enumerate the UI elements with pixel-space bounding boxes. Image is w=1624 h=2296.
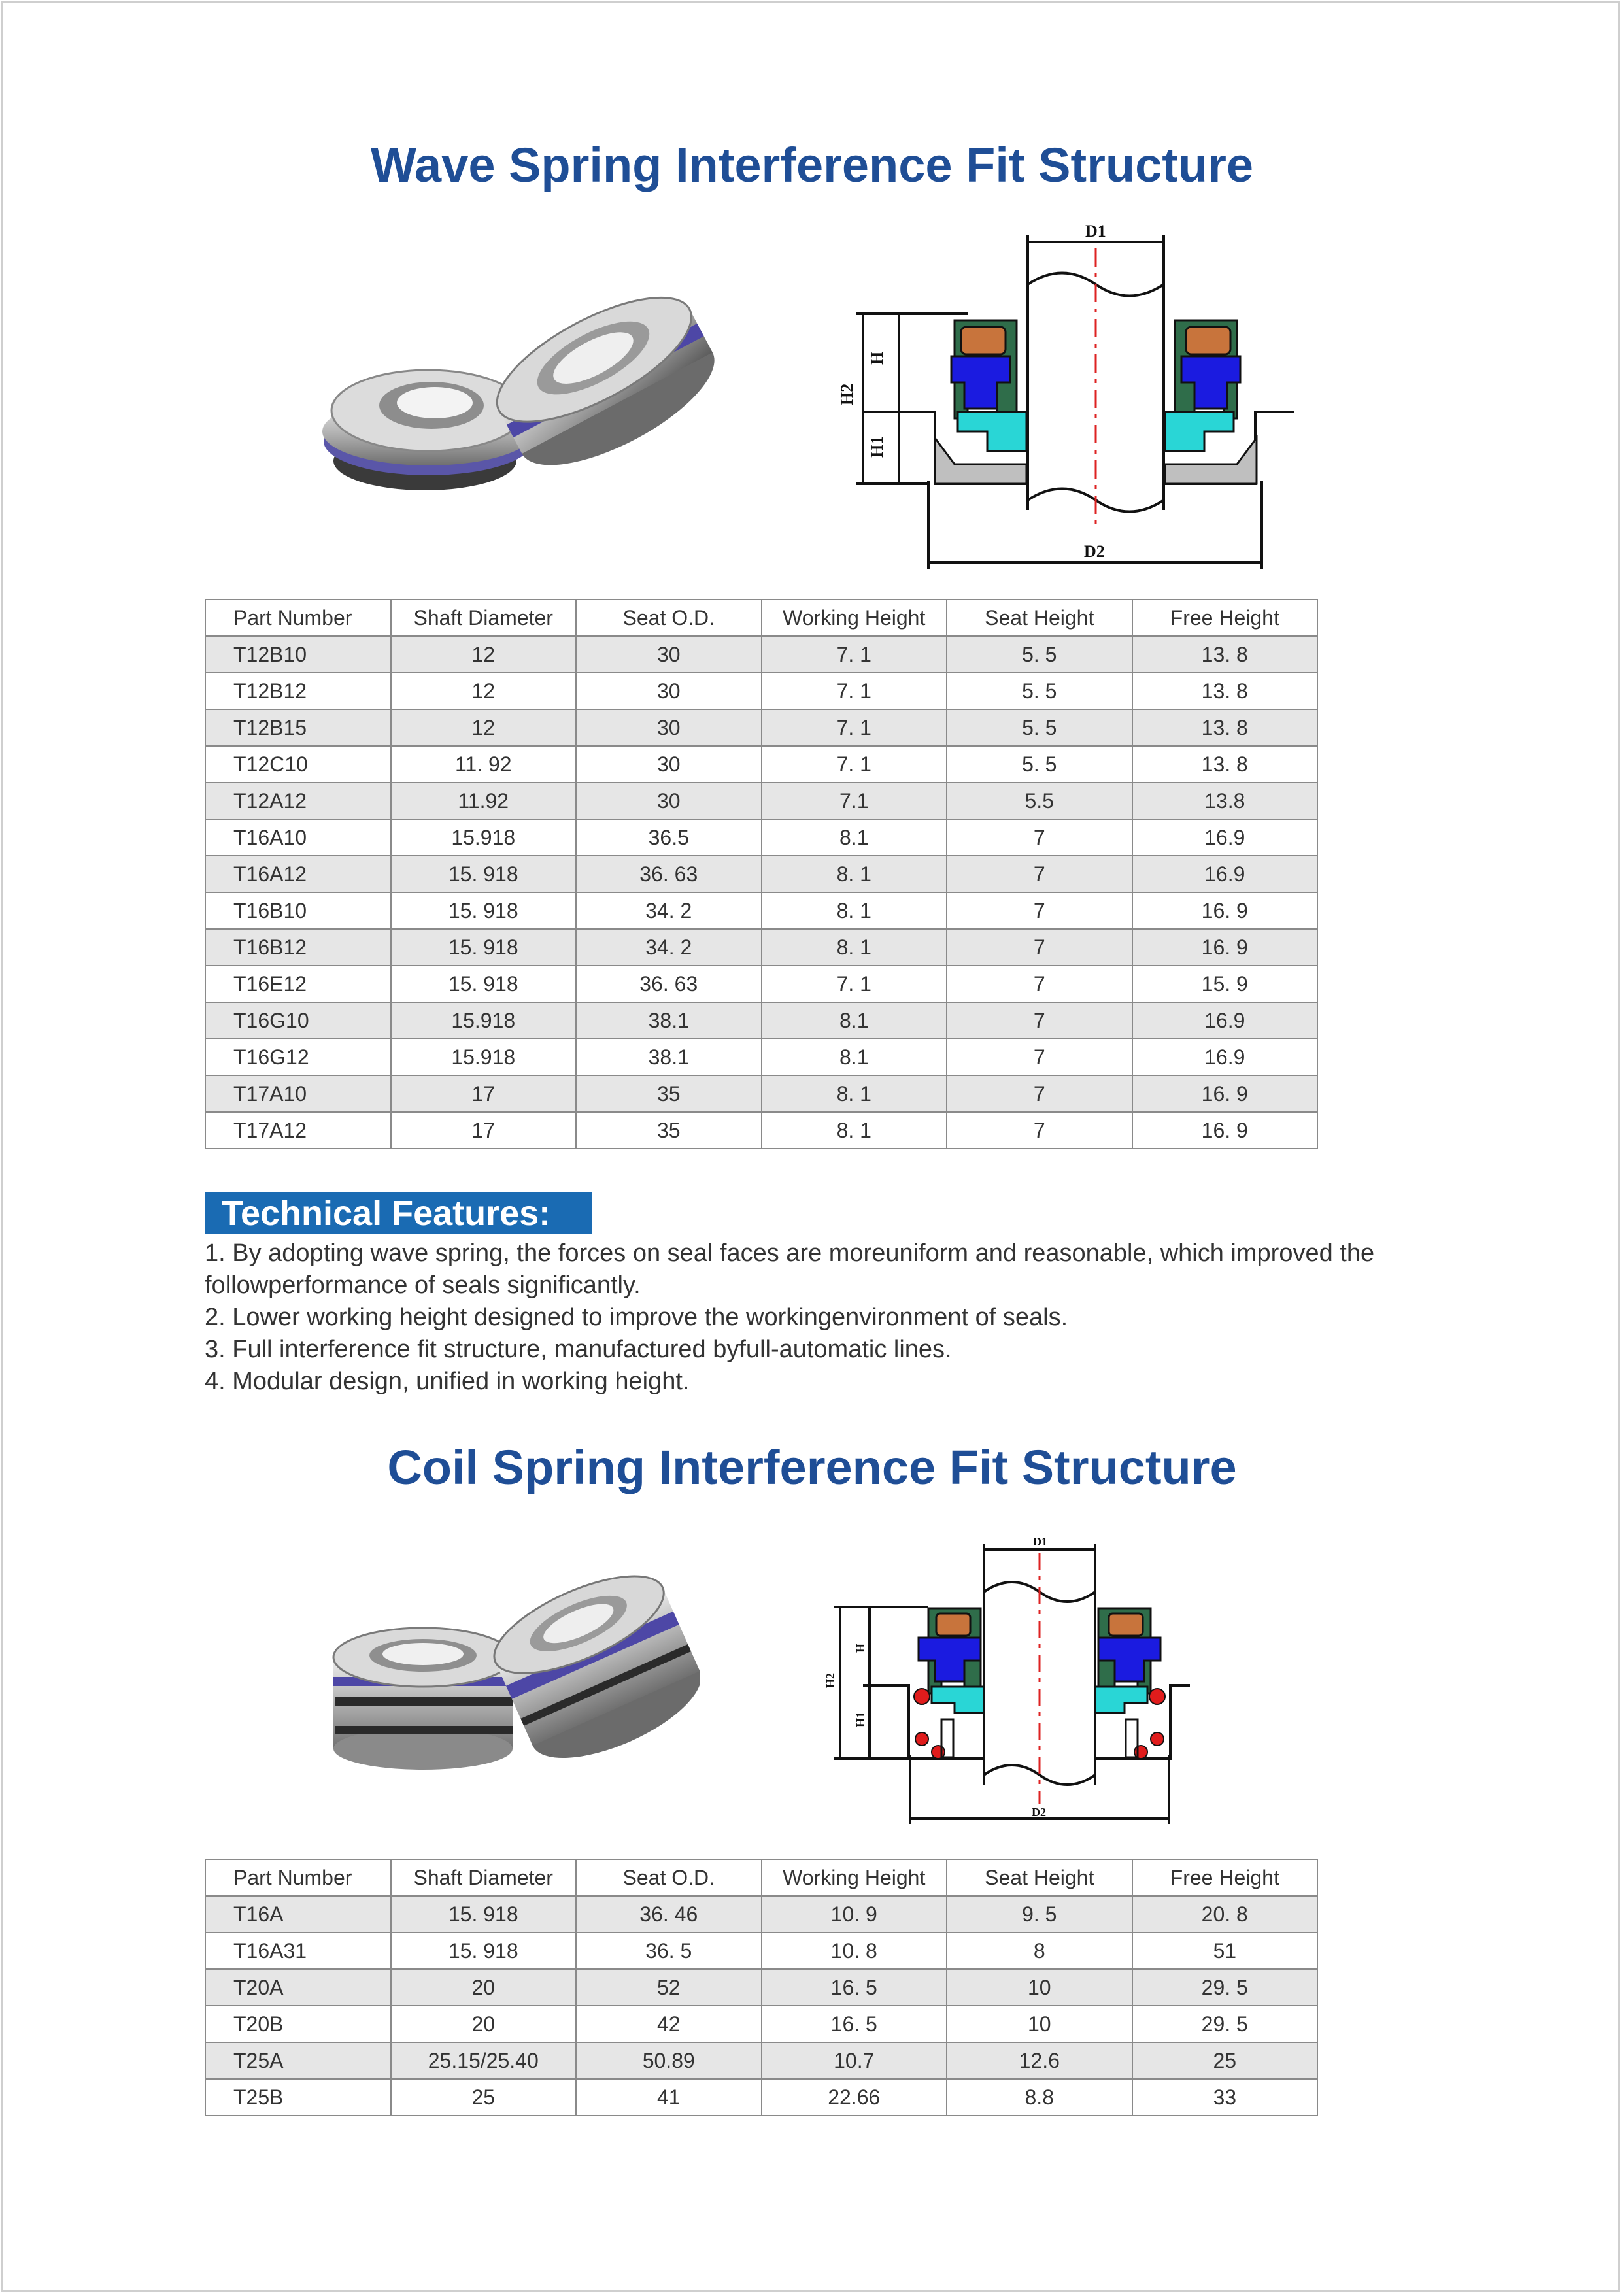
table-cell: 10. 8	[762, 1933, 947, 1969]
table-cell: 7. 1	[762, 966, 947, 1002]
table-cell: 13.8	[1132, 783, 1318, 819]
table-cell: 16. 9	[1132, 929, 1318, 966]
table-row	[205, 1112, 1317, 1149]
table-cell: 7	[947, 856, 1132, 892]
table-cell: 17	[391, 1112, 577, 1149]
table-cell: 7. 1	[762, 709, 947, 746]
table-cell: 12	[391, 709, 577, 746]
table-cell: T16A10	[205, 819, 391, 856]
table-cell: T16A31	[205, 1933, 391, 1969]
table-cell: 16. 5	[762, 2006, 947, 2042]
table-cell: 8. 1	[762, 1112, 947, 1149]
col-free-height: Free Height	[1132, 1859, 1318, 1896]
feature-item: 2. Lower working height designed to improve the workingenvironment of seals.	[205, 1304, 1068, 1331]
table-cell: 15. 918	[391, 966, 577, 1002]
table-row	[205, 746, 1317, 783]
drawing1-label-h: H	[868, 351, 887, 365]
table-cell: 16. 9	[1132, 892, 1318, 929]
table-cell: 9. 5	[947, 1896, 1132, 1933]
table-cell: 38.1	[576, 1002, 762, 1039]
table-cell: 41	[576, 2079, 762, 2116]
table-cell: 36.5	[576, 819, 762, 856]
table-cell: T16B10	[205, 892, 391, 929]
table-cell: 16. 9	[1132, 1112, 1318, 1149]
table-cell: T16A12	[205, 856, 391, 892]
table-cell: 12.6	[947, 2042, 1132, 2079]
table-row	[205, 1075, 1317, 1112]
table-cell: 5. 5	[947, 746, 1132, 783]
table-cell: 8. 1	[762, 892, 947, 929]
table-cell: 15. 918	[391, 1896, 577, 1933]
table-row	[205, 2079, 1317, 2116]
table-cell: 35	[576, 1112, 762, 1149]
table-cell: 8.8	[947, 2079, 1132, 2116]
drawing1-label-h1: H1	[868, 435, 887, 458]
table-cell: 11.92	[391, 783, 577, 819]
table-row	[205, 673, 1317, 709]
table-cell: 10	[947, 1969, 1132, 2006]
table-cell: 8	[947, 1933, 1132, 1969]
coil-spring-spec-table	[205, 1859, 1318, 2116]
table-row	[205, 783, 1317, 819]
feature-item: 4. Modular design, unified in working height.	[205, 1368, 690, 1395]
table-cell: 7	[947, 1112, 1132, 1149]
drawing1-label-d2: D2	[1084, 542, 1105, 561]
drawing2-label-d2: D2	[1032, 1806, 1046, 1819]
table-row	[205, 929, 1317, 966]
table-cell: 8. 1	[762, 856, 947, 892]
table-row	[205, 1039, 1317, 1075]
col-seat-od: Seat O.D.	[576, 1859, 762, 1896]
table-cell: 16.9	[1132, 856, 1318, 892]
table-cell: 42	[576, 2006, 762, 2042]
table-row	[205, 892, 1317, 929]
table-cell: T16G12	[205, 1039, 391, 1075]
table-header-row	[205, 599, 1317, 636]
col-seat-height: Seat Height	[947, 1859, 1132, 1896]
table-cell: 36. 63	[576, 856, 762, 892]
table-cell: 5.5	[947, 783, 1132, 819]
table-cell: 5. 5	[947, 673, 1132, 709]
table-cell: 15. 918	[391, 1933, 577, 1969]
table-cell: 13. 8	[1132, 673, 1318, 709]
table-cell: 15. 918	[391, 856, 577, 892]
table-cell: T17A10	[205, 1075, 391, 1112]
table-row	[205, 1002, 1317, 1039]
table-cell: 22.66	[762, 2079, 947, 2116]
table-cell: 25	[391, 2079, 577, 2116]
table-cell: 17	[391, 1075, 577, 1112]
table-cell: 25	[1132, 2042, 1318, 2079]
table-cell: 34. 2	[576, 892, 762, 929]
table-cell: 30	[576, 636, 762, 673]
table-cell: 7.1	[762, 783, 947, 819]
table-cell: 16.9	[1132, 1002, 1318, 1039]
table-cell: 8.1	[762, 1002, 947, 1039]
table-cell: T12C10	[205, 746, 391, 783]
feature-item: 3. Full interference fit structure, manufactured byfull-automatic lines.	[205, 1336, 952, 1363]
table-cell: 30	[576, 783, 762, 819]
table-cell: 16. 5	[762, 1969, 947, 2006]
table-cell: T16A	[205, 1896, 391, 1933]
table-cell: 15.918	[391, 1002, 577, 1039]
section2-title: Coil Spring Interference Fit Structure	[387, 1440, 1237, 1494]
section1-title: Wave Spring Interference Fit Structure	[370, 138, 1254, 192]
table-cell: 7	[947, 819, 1132, 856]
table-cell: 15. 918	[391, 929, 577, 966]
table-cell: 13. 8	[1132, 746, 1318, 783]
table-cell: 15.918	[391, 1039, 577, 1075]
table-cell: 52	[576, 1969, 762, 2006]
table-header-row	[205, 1859, 1317, 1896]
table-cell: 38.1	[576, 1039, 762, 1075]
table-cell: 36. 63	[576, 966, 762, 1002]
wave-spring-spec-table	[205, 599, 1318, 1149]
drawing2-label-h1: H1	[854, 1712, 867, 1727]
table-cell: 50.89	[576, 2042, 762, 2079]
table-cell: 13. 8	[1132, 636, 1318, 673]
table-row	[205, 966, 1317, 1002]
table-cell: T17A12	[205, 1112, 391, 1149]
table-cell: 8.1	[762, 819, 947, 856]
col-working-height: Working Height	[762, 1859, 947, 1896]
drawing1-label-h2: H2	[837, 383, 856, 405]
table-cell: 7	[947, 929, 1132, 966]
technical-features-heading: Technical Features:	[205, 1192, 592, 1234]
technical-features-list	[205, 1238, 1434, 1398]
table-cell: 7. 1	[762, 746, 947, 783]
table-row	[205, 819, 1317, 856]
table-cell: 7. 1	[762, 673, 947, 709]
col-shaft-diameter: Shaft Diameter	[391, 599, 577, 636]
table-cell: 30	[576, 673, 762, 709]
table-row	[205, 636, 1317, 673]
drawing2-label-d1: D1	[1033, 1536, 1047, 1548]
table-row	[205, 1896, 1317, 1933]
table-cell: 7	[947, 892, 1132, 929]
table-cell: 25.15/25.40	[391, 2042, 577, 2079]
col-working-height: Working Height	[762, 599, 947, 636]
table-cell: 15. 918	[391, 892, 577, 929]
table-cell: 7	[947, 1002, 1132, 1039]
table-cell: 13. 8	[1132, 709, 1318, 746]
table-cell: 15.918	[391, 819, 577, 856]
table-cell: T25B	[205, 2079, 391, 2116]
table-cell: 30	[576, 709, 762, 746]
coil-spring-seal-photo	[320, 1562, 700, 1772]
table-cell: 35	[576, 1075, 762, 1112]
table-row	[205, 1969, 1317, 2006]
table-cell: 12	[391, 636, 577, 673]
table-cell: 7	[947, 966, 1132, 1002]
table-cell: T20A	[205, 1969, 391, 2006]
table-cell: 30	[576, 746, 762, 783]
table-cell: T25A	[205, 2042, 391, 2079]
col-seat-od: Seat O.D.	[576, 599, 762, 636]
col-free-height: Free Height	[1132, 599, 1318, 636]
table-cell: 8. 1	[762, 1075, 947, 1112]
table-cell: 20	[391, 2006, 577, 2042]
table-cell: 7	[947, 1039, 1132, 1075]
col-shaft-diameter: Shaft Diameter	[391, 1859, 577, 1896]
coil-spring-cross-section-drawing	[824, 1536, 1196, 1831]
table-cell: 16. 9	[1132, 1075, 1318, 1112]
table-row	[205, 2042, 1317, 2079]
table-cell: 10	[947, 2006, 1132, 2042]
table-cell: 16.9	[1132, 819, 1318, 856]
wave-spring-seal-photo	[301, 294, 745, 510]
table-cell: T20B	[205, 2006, 391, 2042]
table-cell: 8. 1	[762, 929, 947, 966]
table-cell: 20	[391, 1969, 577, 2006]
table-cell: 15. 9	[1132, 966, 1318, 1002]
table-cell: T16E12	[205, 966, 391, 1002]
table-cell: 12	[391, 673, 577, 709]
table-cell: T12B10	[205, 636, 391, 673]
table-cell: 7	[947, 1075, 1132, 1112]
table-cell: 20. 8	[1132, 1896, 1318, 1933]
feature-item: 1. By adopting wave spring, the forces on seal faces are moreuniform and reasonable, which improved the followperformance of seals significantly.	[205, 1240, 1375, 1299]
col-part-number: Part Number	[205, 1859, 391, 1896]
table-cell: 34. 2	[576, 929, 762, 966]
wave-spring-cross-section-drawing	[837, 222, 1301, 575]
table-cell: T12B12	[205, 673, 391, 709]
col-seat-height: Seat Height	[947, 599, 1132, 636]
table-cell: 11. 92	[391, 746, 577, 783]
table-cell: T12A12	[205, 783, 391, 819]
table-row	[205, 709, 1317, 746]
table-row	[205, 2006, 1317, 2042]
table-cell: 8.1	[762, 1039, 947, 1075]
table-cell: 51	[1132, 1933, 1318, 1969]
table-cell: T12B15	[205, 709, 391, 746]
table-cell: 16.9	[1132, 1039, 1318, 1075]
table-cell: 36. 46	[576, 1896, 762, 1933]
table-cell: 5. 5	[947, 709, 1132, 746]
table-cell: 5. 5	[947, 636, 1132, 673]
col-part-number: Part Number	[205, 599, 391, 636]
table-cell: 10. 9	[762, 1896, 947, 1933]
drawing2-label-h2: H2	[824, 1672, 837, 1688]
table-cell: 7. 1	[762, 636, 947, 673]
table-cell: 36. 5	[576, 1933, 762, 1969]
table-cell: 10.7	[762, 2042, 947, 2079]
table-row	[205, 1933, 1317, 1969]
table-cell: T16G10	[205, 1002, 391, 1039]
table-cell: 29. 5	[1132, 2006, 1318, 2042]
table-row	[205, 856, 1317, 892]
table-cell: T16B12	[205, 929, 391, 966]
table-cell: 29. 5	[1132, 1969, 1318, 2006]
table-cell: 33	[1132, 2079, 1318, 2116]
drawing2-label-h: H	[854, 1643, 867, 1653]
drawing1-label-d1: D1	[1085, 222, 1106, 241]
